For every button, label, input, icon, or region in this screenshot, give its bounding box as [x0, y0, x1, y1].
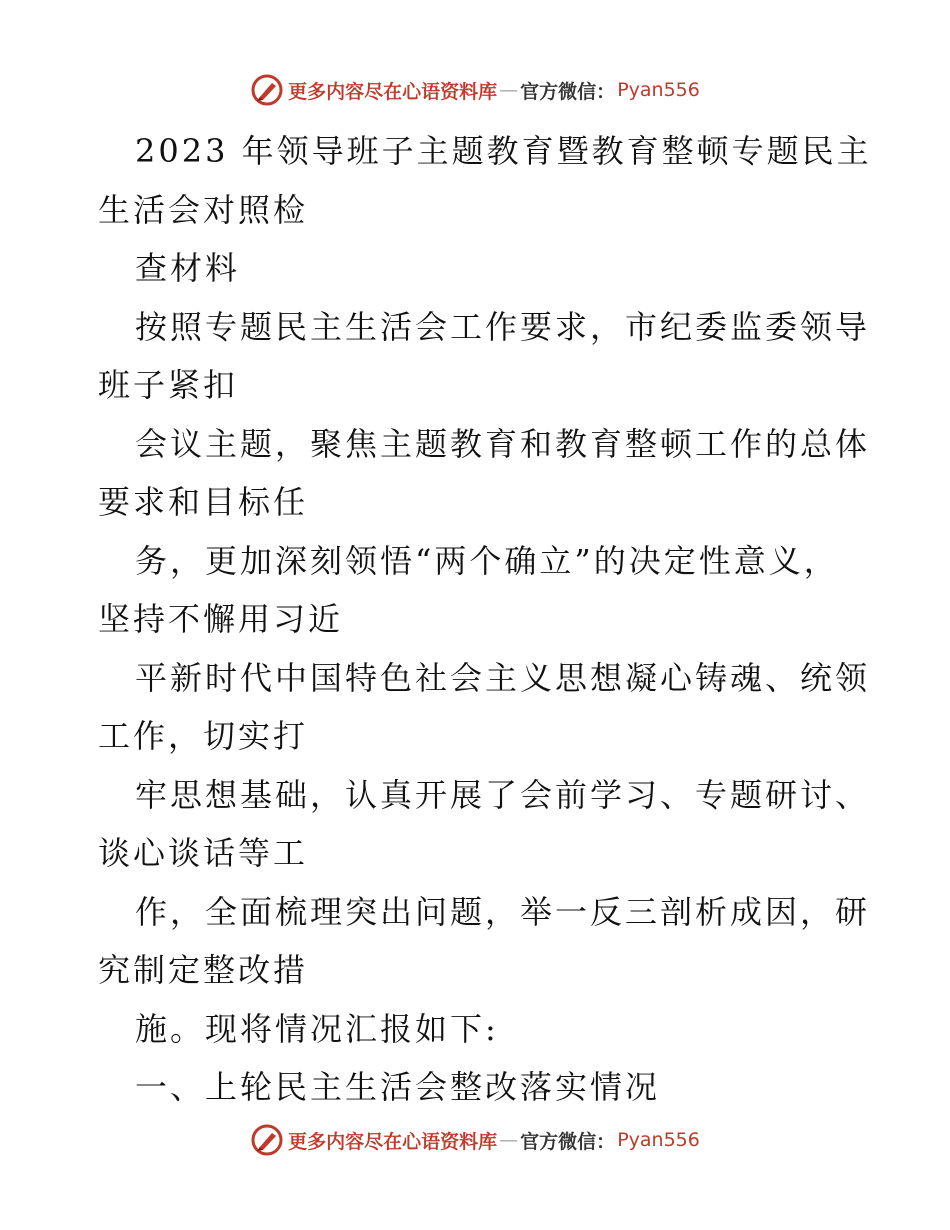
pen-seal-logo-icon	[250, 73, 284, 107]
watermark-separator: —	[499, 1129, 519, 1151]
doc-line: 一、上轮民主生活会整改落实情况	[135, 1068, 661, 1106]
doc-line: 工作，切实打	[98, 717, 309, 755]
watermark-brand-text: 更多内容尽在心语资料库	[288, 80, 498, 103]
doc-line: 按照专题民主生活会工作要求，市纪委监委领导	[135, 307, 871, 346]
watermark-wechat-label: 官方微信：	[520, 1130, 616, 1153]
doc-line: 施。现将情况汇报如下:	[135, 1009, 499, 1048]
doc-line: 班子紧扣	[98, 366, 239, 404]
watermark-banner-top	[0, 70, 950, 110]
doc-line: 务，更加深刻领悟“两个确立”的决定性意义，	[135, 541, 839, 580]
watermark-banner-bottom	[0, 1120, 950, 1160]
watermark-wechat-id: Pyan556	[617, 79, 700, 101]
doc-line: 查材料	[135, 249, 241, 287]
doc-line: 究制定整改措	[98, 951, 309, 989]
doc-line: 作，全面梳理突出问题，举一反三剖析成因，研	[135, 892, 871, 931]
pen-seal-logo-icon	[250, 1123, 284, 1157]
doc-line: 谈心谈话等工	[98, 834, 309, 872]
watermark-brand-text: 更多内容尽在心语资料库	[288, 1130, 498, 1153]
doc-line: 坚持不懈用习近	[98, 600, 344, 638]
watermark-separator: —	[499, 79, 519, 101]
doc-line: 2023 年领导班子主题教育暨教育整顿专题民主	[135, 132, 872, 170]
watermark-wechat-label: 官方微信：	[520, 80, 616, 103]
doc-line: 平新时代中国特色社会主义思想凝心铸魂、统领	[135, 658, 871, 697]
doc-line: 会议主题，聚焦主题教育和教育整顿工作的总体	[135, 424, 871, 463]
doc-line: 要求和目标任	[98, 483, 309, 521]
doc-line: 生活会对照检	[98, 190, 309, 229]
watermark-wechat-id: Pyan556	[617, 1129, 700, 1151]
document-body	[98, 122, 872, 1117]
doc-line: 牢思想基础，认真开展了会前学习、专题研讨、	[135, 775, 871, 814]
